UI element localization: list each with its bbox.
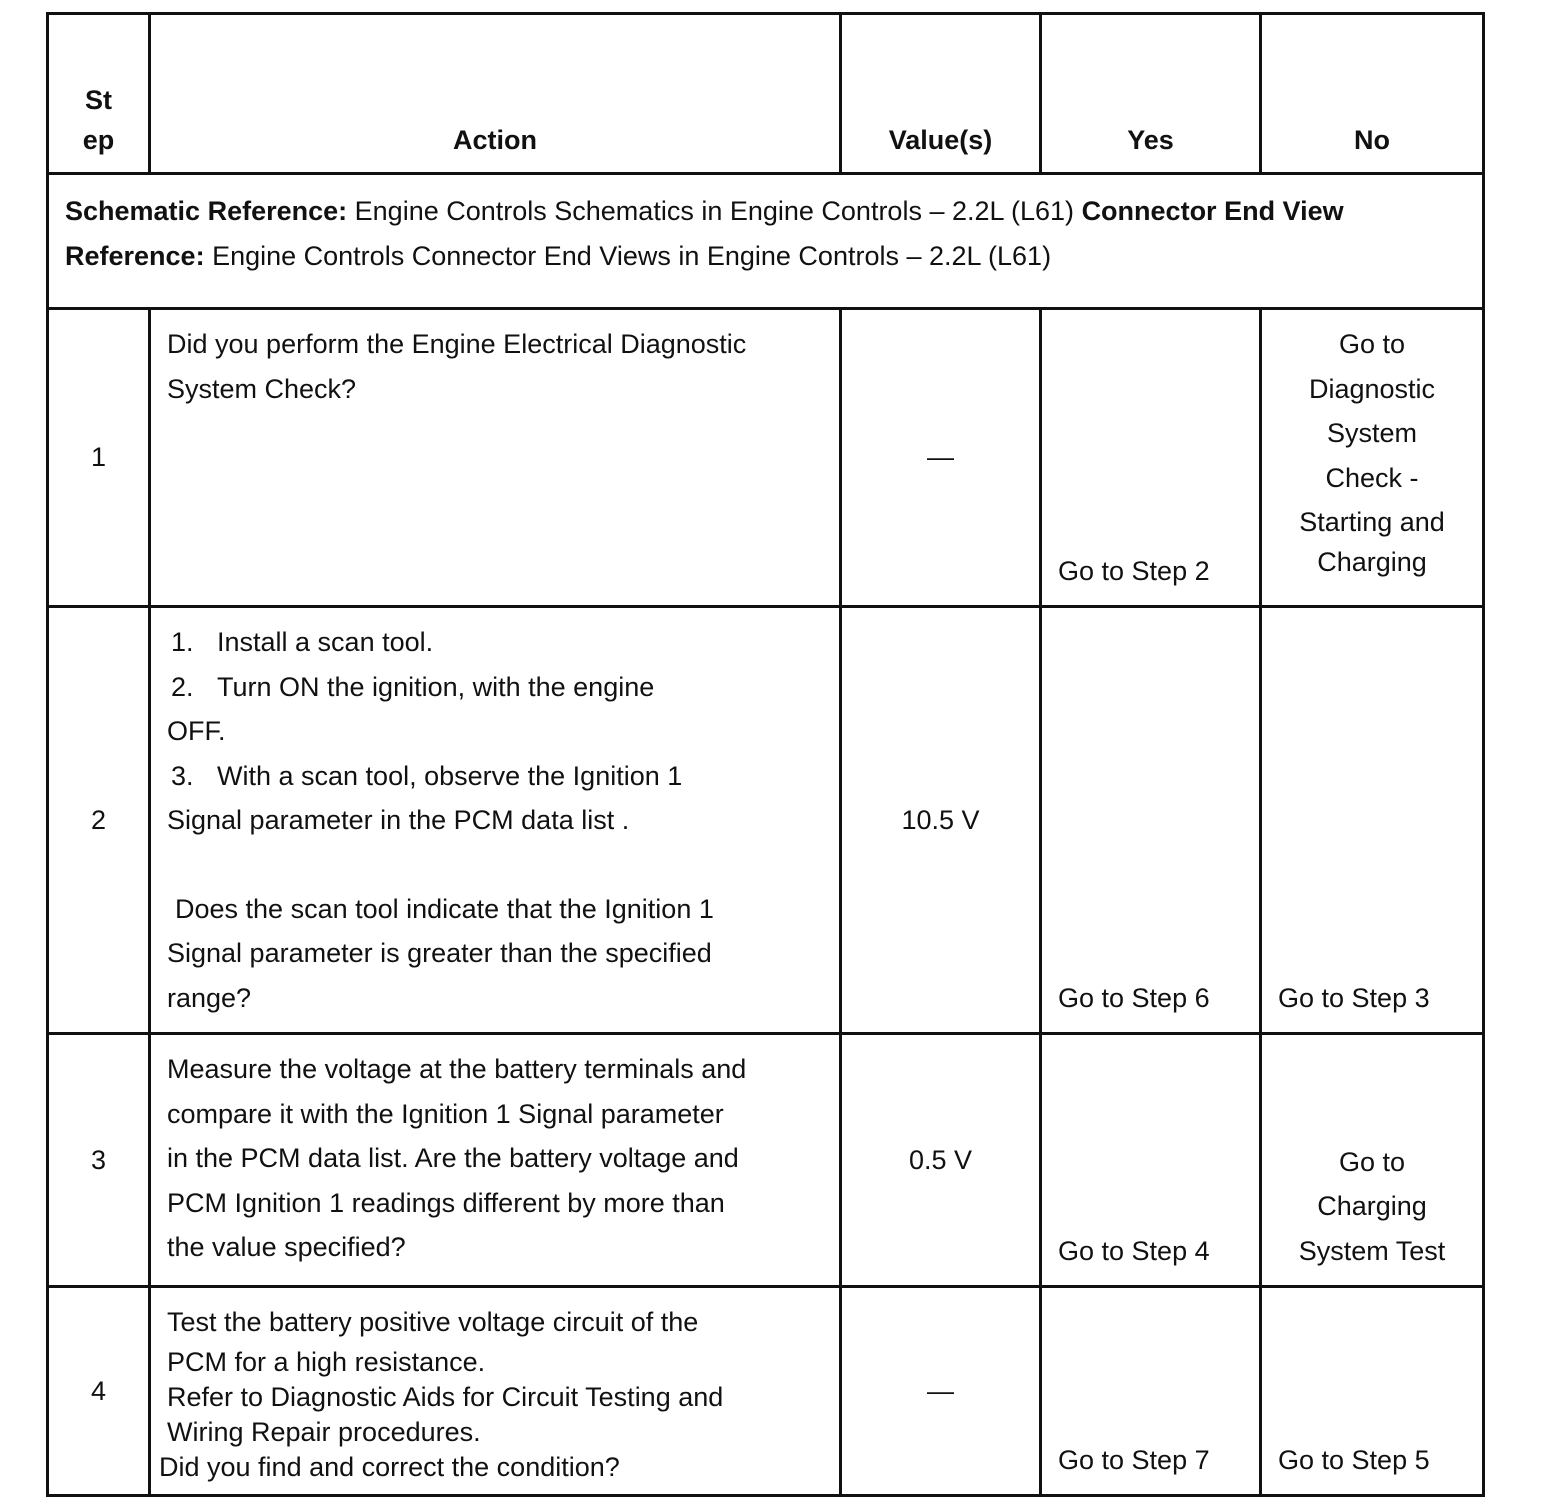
action-line: Refer to Diagnostic Aids for Circuit Testing and	[167, 1381, 724, 1412]
list-text: Signal parameter in the PCM data list .	[167, 805, 630, 835]
schematic-reference-text: Engine Controls Schematics in Engine Controls – 2.2L (L61)	[354, 196, 1075, 226]
schematic-reference-label: Schematic Reference:	[65, 196, 348, 226]
list-item	[167, 754, 823, 799]
step-number: 2	[48, 607, 150, 1034]
list-item	[167, 620, 823, 665]
list-text: Turn ON the ignition, with the engine	[217, 671, 655, 702]
header-values: Value(s)	[841, 14, 1041, 174]
list-text: With a scan tool, observe the Ignition 1	[217, 760, 683, 791]
action-line: Measure the voltage at the battery terminals and	[167, 1054, 747, 1084]
no-line: Go to	[1338, 1146, 1406, 1177]
header-no: No	[1261, 14, 1484, 174]
action-line: Test the battery positive voltage circuit of the	[167, 1307, 699, 1337]
no-line: Starting and	[1299, 507, 1445, 537]
action-line: Did you find and correct the condition?	[159, 1451, 620, 1482]
question-line: Does the scan tool indicate that the Ignition 1	[175, 893, 714, 924]
no-link[interactable]	[1261, 1034, 1484, 1287]
question-line: Signal parameter is greater than the specified	[167, 938, 712, 968]
list-text: OFF.	[167, 716, 226, 746]
list-number: 3.	[171, 760, 194, 791]
action-line: compare it with the Ignition 1 Signal parameter	[167, 1098, 724, 1129]
no-line: System	[1326, 418, 1418, 448]
list-number: 1.	[171, 627, 194, 657]
action-cell	[150, 309, 841, 607]
action-cell	[150, 1287, 841, 1496]
no-line: System Test	[1298, 1235, 1446, 1266]
reference-row	[48, 174, 1484, 309]
header-yes: Yes	[1041, 14, 1261, 174]
no-link[interactable]	[1261, 309, 1484, 607]
action-line: the value specified?	[167, 1232, 406, 1262]
list-item	[167, 665, 823, 710]
reference-cell	[48, 174, 1484, 309]
connector-reference-label-part1: Connector End View	[1081, 196, 1344, 226]
value-cell: 10.5 V	[841, 607, 1041, 1034]
header-step	[48, 14, 150, 174]
action-line: in the PCM data list. Are the battery voltage and	[167, 1143, 739, 1173]
table-header-row	[48, 14, 1484, 174]
connector-reference-label-part2: Reference:	[65, 241, 205, 271]
no-line: Go to	[1338, 329, 1406, 359]
table-row	[48, 607, 1484, 1034]
action-line: PCM for a high resistance.	[167, 1346, 486, 1377]
header-step-line-2: ep	[82, 125, 115, 155]
yes-link[interactable]: Go to Step 7	[1041, 1287, 1261, 1496]
yes-link[interactable]: Go to Step 2	[1041, 309, 1261, 607]
yes-link[interactable]: Go to Step 6	[1041, 607, 1261, 1034]
table-row	[48, 1034, 1484, 1287]
table-row	[48, 309, 1484, 607]
no-link[interactable]: Go to Step 5	[1261, 1287, 1484, 1496]
no-line: Charging	[1317, 546, 1427, 577]
action-cell	[150, 607, 841, 1034]
step-number: 3	[48, 1034, 150, 1287]
header-action: Action	[150, 14, 841, 174]
diagnostic-table	[46, 12, 1485, 1497]
action-line: Did you perform the Engine Electrical Diagnostic	[167, 329, 747, 359]
yes-link[interactable]: Go to Step 4	[1041, 1034, 1261, 1287]
action-line: Wiring Repair procedures.	[167, 1416, 481, 1447]
no-link[interactable]: Go to Step 3	[1261, 607, 1484, 1034]
no-line: Diagnostic	[1308, 373, 1436, 404]
list-text: Install a scan tool.	[217, 627, 434, 657]
connector-reference-text: Engine Controls Connector End Views in Engine Controls – 2.2L (L61)	[212, 241, 1052, 271]
table-row	[48, 1287, 1484, 1496]
action-cell	[150, 1034, 841, 1287]
value-cell: —	[841, 1287, 1041, 1496]
step-number: 1	[48, 309, 150, 607]
question-line: range?	[167, 982, 252, 1013]
value-cell: —	[841, 309, 1041, 607]
action-line: PCM Ignition 1 readings different by more than	[167, 1187, 725, 1218]
list-number: 2.	[171, 671, 194, 702]
header-step-line-1: St	[85, 85, 112, 115]
value-cell: 0.5 V	[841, 1034, 1041, 1287]
step-number: 4	[48, 1287, 150, 1496]
no-line: Check -	[1325, 462, 1419, 493]
action-line: System Check?	[167, 373, 357, 404]
no-line: Charging	[1317, 1191, 1427, 1221]
